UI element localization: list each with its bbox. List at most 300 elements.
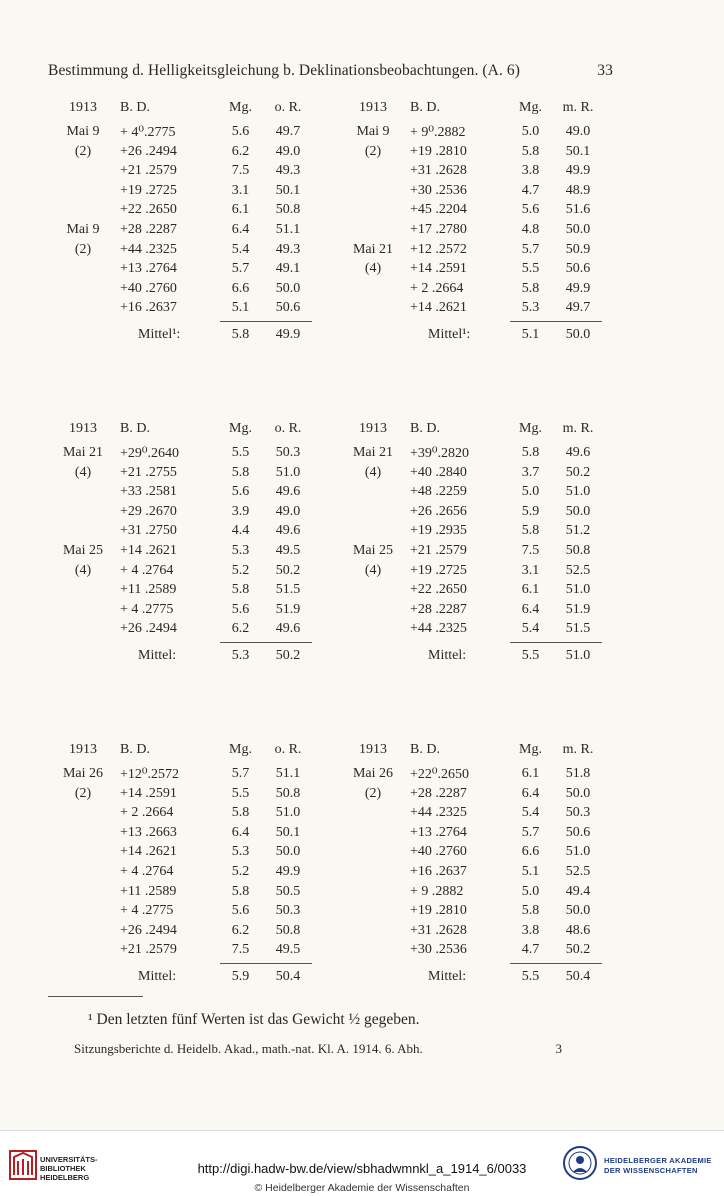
document-url-link[interactable]: http://digi.hadw-bw.de/view/sbhadwmnkl_a_1914_6/0033: [197, 1161, 527, 1176]
cell-reading: 49.9: [275, 864, 301, 879]
cell-magnitude: 5.0: [521, 883, 540, 899]
cell-magnitude: 4.4: [231, 523, 250, 539]
cell-magnitude: 5.5: [521, 261, 540, 277]
cell-reading: 50.1: [565, 143, 591, 159]
header-magnitude: Mg.: [229, 100, 252, 115]
cell-date: (4): [364, 261, 382, 277]
cell-reading: 49.3: [275, 163, 301, 179]
sum-rule: [220, 321, 312, 322]
cell-bd-value: +19 .2935: [410, 523, 467, 539]
mittel-label: Mittel:: [428, 648, 467, 663]
table-row: [338, 222, 613, 242]
header-magnitude: Mg.: [519, 100, 542, 115]
table-row: [338, 805, 613, 825]
cell-reading: 50.2: [565, 464, 591, 480]
table-row: [48, 903, 323, 923]
cell-magnitude: 6.1: [231, 202, 250, 218]
header-bd-value: B. D.: [120, 100, 150, 115]
cell-bd-value: +44 .2325: [120, 241, 177, 257]
cell-reading: 50.0: [565, 903, 591, 919]
table-row: [48, 786, 323, 806]
cell-bd-value: +26 .2494: [120, 621, 177, 637]
cell-reading: 50.8: [565, 543, 591, 558]
cell-reading: 51.0: [565, 484, 591, 500]
cell-magnitude: 5.1: [231, 300, 250, 316]
table-header: [48, 100, 323, 120]
mittel-row: [48, 327, 323, 347]
cell-date: Mai 9: [66, 222, 100, 237]
cell-magnitude: 5.9: [521, 503, 540, 519]
cell-magnitude: 5.8: [521, 445, 540, 460]
cell-reading: 50.6: [565, 824, 591, 840]
cell-reading: 50.3: [565, 805, 591, 821]
cell-magnitude: 5.4: [521, 621, 540, 637]
sum-rule: [220, 642, 312, 643]
cell-reading: 49.9: [565, 163, 591, 179]
table-row: [338, 825, 613, 845]
cell-bd-value: +30 .2536: [410, 182, 467, 198]
table-row: [48, 281, 323, 301]
cell-date: (4): [364, 562, 382, 578]
cell-reading: 50.5: [275, 883, 301, 899]
cell-bd-value: +48 .2259: [410, 484, 467, 500]
header-reading: o. R.: [274, 100, 302, 115]
header-date: 1913: [69, 421, 97, 436]
cell-bd-value: +28 .2287: [410, 785, 467, 801]
mittel-reading: 50.2: [275, 648, 301, 663]
cell-bd-value: +40 .2760: [410, 844, 467, 860]
mittel-row: [338, 648, 613, 668]
cell-reading: 51.8: [565, 766, 591, 781]
footnote: ¹ Den letzten fünf Werten ist das Gewicht ½ gegeben.: [88, 1011, 420, 1028]
cell-reading: 51.0: [275, 805, 301, 821]
mittel-magnitude: 5.8: [231, 327, 250, 342]
table-header: [338, 421, 613, 441]
cell-magnitude: 5.8: [521, 523, 540, 539]
table-row: [338, 202, 613, 222]
cell-magnitude: 5.7: [521, 824, 540, 840]
cell-magnitude: 6.6: [521, 844, 540, 860]
cell-magnitude: 5.6: [231, 903, 250, 919]
cell-bd-value: +22 .2650: [120, 202, 177, 218]
cell-bd-value: +14 .2621: [120, 543, 177, 558]
cell-bd-value: +29 .2670: [120, 503, 177, 519]
table-row: [338, 300, 613, 320]
table-row: [338, 523, 613, 543]
table-row: [338, 163, 613, 183]
header-title: Bestimmung d. Helligkeitsgleichung b. Deklinationsbeobachtungen. (A. 6): [48, 62, 521, 79]
cell-bd-value: +14 .2591: [410, 261, 467, 277]
cell-reading: 50.9: [565, 241, 591, 257]
cell-reading: 50.6: [565, 261, 591, 277]
cell-bd-value: + 4 .2764: [120, 864, 174, 879]
cell-date: (4): [364, 464, 382, 480]
table-row: [48, 582, 323, 602]
cell-magnitude: 5.6: [231, 484, 250, 500]
table-row: [338, 563, 613, 583]
cell-date: (2): [74, 241, 92, 257]
cell-reading: 51.0: [275, 464, 301, 480]
cell-magnitude: 5.8: [521, 903, 540, 919]
cell-reading: 50.0: [275, 844, 301, 860]
cell-reading: 49.3: [275, 241, 301, 257]
table-block: [48, 421, 613, 681]
cell-bd-value: + 2 .2664: [120, 805, 174, 821]
cell-date: Mai 25: [352, 543, 394, 558]
cell-date: (2): [74, 143, 92, 159]
cell-date: Mai 25: [62, 543, 104, 558]
table-row: [338, 844, 613, 864]
cell-magnitude: 7.5: [231, 163, 250, 179]
cell-date: Mai 21: [352, 445, 394, 460]
cell-magnitude: 4.7: [521, 182, 540, 198]
mittel-magnitude: 5.1: [521, 327, 540, 342]
cell-magnitude: 5.7: [231, 766, 250, 781]
cell-bd-value: +11 .2589: [120, 883, 177, 899]
cell-reading: 48.6: [565, 922, 591, 938]
cell-magnitude: 5.2: [231, 864, 250, 879]
table-header: [338, 742, 613, 762]
table-row: [48, 543, 323, 563]
table-row: [48, 183, 323, 203]
cell-date: (4): [74, 464, 92, 480]
cell-magnitude: 5.8: [521, 280, 540, 296]
table-row: [48, 163, 323, 183]
cell-reading: 49.4: [565, 883, 591, 899]
header-magnitude: Mg.: [519, 421, 542, 436]
table-row: [338, 242, 613, 262]
cell-magnitude: 3.8: [521, 922, 540, 938]
header-reading: m. R.: [562, 421, 594, 436]
table-row: [48, 884, 323, 904]
cell-reading: 52.5: [565, 864, 591, 879]
cell-magnitude: 5.6: [231, 601, 250, 617]
cell-magnitude: 5.8: [231, 805, 250, 821]
cell-bd-value: + 4 .2775: [120, 903, 174, 919]
cell-magnitude: 3.7: [521, 464, 540, 480]
table-row: [338, 465, 613, 485]
cell-magnitude: 5.4: [521, 805, 540, 821]
cell-reading: 51.1: [275, 766, 301, 781]
cell-bd-value: +13 .2764: [410, 824, 467, 840]
cell-reading: 49.6: [275, 523, 301, 539]
cell-date: (2): [364, 785, 382, 801]
cell-date: Mai 9: [356, 124, 390, 139]
cell-magnitude: 3.8: [521, 163, 540, 179]
cell-reading: 50.2: [565, 942, 591, 958]
cell-magnitude: 5.8: [231, 464, 250, 480]
cell-magnitude: 5.3: [231, 844, 250, 860]
sum-rule: [510, 321, 602, 322]
header-date: 1913: [69, 742, 97, 757]
header-date: 1913: [69, 100, 97, 115]
table-row: [338, 543, 613, 563]
cell-magnitude: 7.5: [521, 543, 540, 558]
cell-bd-value: +22⁰.2650: [410, 767, 470, 782]
table-row: [338, 504, 613, 524]
mittel-magnitude: 5.9: [231, 969, 250, 984]
table-row: [338, 183, 613, 203]
cell-magnitude: 3.1: [521, 562, 540, 578]
table-row: [48, 300, 323, 320]
table-row: [48, 563, 323, 583]
cell-reading: 50.0: [565, 503, 591, 519]
sum-rule: [220, 963, 312, 964]
cell-bd-value: +12⁰.2572: [120, 767, 180, 782]
cell-reading: 51.2: [565, 523, 591, 539]
cell-bd-value: +11 .2589: [120, 582, 177, 598]
cell-reading: 50.8: [275, 922, 301, 938]
table-row: [48, 202, 323, 222]
cell-bd-value: +21 .2755: [120, 464, 177, 480]
table-row: [338, 621, 613, 641]
table-row: [338, 864, 613, 884]
table-block: [48, 742, 613, 1002]
cell-reading: 50.1: [275, 824, 301, 840]
mittel-reading: 50.0: [565, 327, 591, 342]
page-number: 33: [597, 62, 613, 79]
cell-bd-value: +45 .2204: [410, 202, 467, 218]
cell-reading: 49.0: [275, 143, 301, 159]
cell-magnitude: 5.5: [231, 785, 250, 801]
table-row: [338, 766, 613, 786]
cell-reading: 51.9: [565, 601, 591, 617]
signature-text: Sitzungsberichte d. Heidelb. Akad., math.-nat. Kl. A. 1914. 6. Abh.: [74, 1041, 423, 1056]
cell-magnitude: 6.2: [231, 922, 250, 938]
mittel-reading: 50.4: [565, 969, 591, 984]
academy-seal-icon: [562, 1145, 598, 1181]
header-bd-value: B. D.: [120, 421, 150, 436]
cell-reading: 51.5: [275, 582, 301, 598]
mittel-magnitude: 5.5: [521, 969, 540, 984]
table-row: [338, 786, 613, 806]
cell-magnitude: 3.1: [231, 182, 250, 198]
cell-reading: 49.9: [565, 280, 591, 296]
cell-bd-value: +31 .2628: [410, 163, 467, 179]
cell-date: (4): [74, 562, 92, 578]
cell-magnitude: 4.7: [521, 942, 540, 958]
table-row: [48, 242, 323, 262]
cell-reading: 50.3: [275, 903, 301, 919]
cell-bd-value: +12 .2572: [410, 241, 467, 257]
cell-reading: 51.6: [565, 202, 591, 218]
table-row: [48, 602, 323, 622]
header-magnitude: Mg.: [229, 742, 252, 757]
table-row: [48, 484, 323, 504]
cell-reading: 50.1: [275, 182, 301, 198]
cell-magnitude: 6.4: [521, 785, 540, 801]
cell-date: Mai 21: [352, 241, 394, 257]
table-row: [48, 923, 323, 943]
cell-bd-value: +13 .2663: [120, 824, 177, 840]
cell-bd-value: + 9⁰.2882: [410, 125, 466, 140]
header-bd-value: B. D.: [410, 742, 440, 757]
table-row: [48, 621, 323, 641]
cell-magnitude: 6.4: [231, 222, 250, 237]
cell-date: (2): [74, 785, 92, 801]
table-row: [48, 465, 323, 485]
table-row: [338, 602, 613, 622]
cell-bd-value: +26 .2494: [120, 922, 177, 938]
cell-bd-value: +22 .2650: [410, 582, 467, 598]
cell-bd-value: +14 .2621: [410, 300, 467, 316]
cell-date: Mai 21: [62, 445, 104, 460]
cell-date: (2): [364, 143, 382, 159]
cell-reading: 50.6: [275, 300, 301, 316]
library-name: UNIVERSITÄTS- BIBLIOTHEK HEIDELBERG: [40, 1155, 98, 1182]
cell-reading: 49.6: [275, 484, 301, 500]
sum-rule: [510, 963, 602, 964]
cell-magnitude: 7.5: [231, 942, 250, 958]
cell-bd-value: +44 .2325: [410, 805, 467, 821]
cell-bd-value: +16 .2637: [410, 864, 467, 879]
cell-date: Mai 26: [352, 766, 394, 781]
footnote-divider: [48, 996, 143, 997]
cell-magnitude: 5.2: [231, 562, 250, 578]
viewer-footer: [0, 1130, 724, 1196]
cell-reading: 50.2: [275, 562, 301, 578]
cell-reading: 49.7: [565, 300, 591, 316]
mittel-reading: 49.9: [275, 327, 301, 342]
cell-bd-value: + 2 .2664: [410, 280, 464, 296]
cell-reading: 50.8: [275, 785, 301, 801]
table-row: [338, 124, 613, 144]
mittel-label: Mittel¹:: [138, 327, 181, 342]
mittel-row: [48, 969, 323, 989]
table-block: [48, 100, 613, 360]
cell-magnitude: 5.8: [231, 883, 250, 899]
header-bd-value: B. D.: [410, 421, 440, 436]
mittel-label: Mittel¹:: [428, 327, 471, 342]
cell-magnitude: 5.8: [521, 143, 540, 159]
cell-bd-value: + 4 .2764: [120, 562, 174, 578]
cell-reading: 51.0: [565, 844, 591, 860]
cell-reading: 50.8: [275, 202, 301, 218]
cell-magnitude: 5.1: [521, 864, 540, 879]
table-row: [338, 903, 613, 923]
cell-bd-value: +40 .2760: [120, 280, 177, 296]
table-row: [48, 766, 323, 786]
cell-bd-value: +44 .2325: [410, 621, 467, 637]
cell-bd-value: +39⁰.2820: [410, 446, 470, 461]
cell-magnitude: 6.1: [521, 766, 540, 781]
mittel-row: [338, 969, 613, 989]
cell-reading: 49.0: [275, 503, 301, 519]
header-reading: o. R.: [274, 421, 302, 436]
header-magnitude: Mg.: [229, 421, 252, 436]
cell-bd-value: +14 .2621: [120, 844, 177, 860]
header-reading: o. R.: [274, 742, 302, 757]
sum-rule: [510, 642, 602, 643]
cell-reading: 49.1: [275, 261, 301, 277]
cell-magnitude: 4.8: [521, 222, 540, 237]
cell-reading: 51.0: [565, 582, 591, 598]
header-reading: m. R.: [562, 100, 594, 115]
cell-magnitude: 6.1: [521, 582, 540, 598]
table-header: [48, 742, 323, 762]
academy-name: HEIDELBERGER AKADEMIE DER WISSENSCHAFTEN: [604, 1156, 712, 1175]
cell-bd-value: +21 .2579: [120, 942, 177, 958]
cell-bd-value: +33 .2581: [120, 484, 177, 500]
cell-magnitude: 6.2: [231, 621, 250, 637]
cell-magnitude: 5.0: [521, 124, 540, 139]
cell-reading: 49.6: [275, 621, 301, 637]
cell-magnitude: 5.5: [231, 445, 250, 460]
cell-reading: 49.0: [565, 124, 591, 139]
table-row: [48, 805, 323, 825]
running-header: [48, 62, 613, 80]
header-date: 1913: [359, 421, 387, 436]
table-row: [48, 504, 323, 524]
table-header: [338, 100, 613, 120]
cell-bd-value: +28 .2287: [410, 601, 467, 617]
cell-magnitude: 5.6: [231, 124, 250, 139]
header-date: 1913: [359, 742, 387, 757]
table-row: [338, 582, 613, 602]
cell-bd-value: +19 .2725: [410, 562, 467, 578]
cell-bd-value: +21 .2579: [410, 543, 467, 558]
cell-reading: 51.5: [565, 621, 591, 637]
cell-reading: 50.0: [565, 222, 591, 237]
cell-bd-value: +13 .2764: [120, 261, 177, 277]
mittel-label: Mittel:: [138, 969, 177, 984]
cell-bd-value: +40 .2840: [410, 464, 467, 480]
cell-magnitude: 5.3: [521, 300, 540, 316]
table-row: [48, 825, 323, 845]
header-date: 1913: [359, 100, 387, 115]
table-header: [48, 421, 323, 441]
signature-number: 3: [555, 1041, 562, 1056]
mittel-magnitude: 5.5: [521, 648, 540, 663]
cell-date: Mai 9: [66, 124, 100, 139]
cell-bd-value: +17 .2780: [410, 222, 467, 237]
header-magnitude: Mg.: [519, 742, 542, 757]
table-row: [48, 261, 323, 281]
cell-magnitude: 5.3: [231, 543, 250, 558]
table-row: [48, 523, 323, 543]
header-bd-value: B. D.: [410, 100, 440, 115]
cell-bd-value: +21 .2579: [120, 163, 177, 179]
table-row: [48, 942, 323, 962]
cell-bd-value: +14 .2591: [120, 785, 177, 801]
cell-magnitude: 5.8: [231, 582, 250, 598]
mittel-label: Mittel:: [138, 648, 177, 663]
mittel-reading: 50.4: [275, 969, 301, 984]
copyright-notice: © Heidelberger Akademie der Wissenschaften: [254, 1182, 470, 1194]
cell-bd-value: +31 .2750: [120, 523, 177, 539]
table-row: [48, 864, 323, 884]
cell-magnitude: 5.4: [231, 241, 250, 257]
cell-reading: 50.0: [275, 280, 301, 296]
cell-reading: 50.0: [565, 785, 591, 801]
table-row: [48, 222, 323, 242]
cell-magnitude: 6.6: [231, 280, 250, 296]
cell-bd-value: +31 .2628: [410, 922, 467, 938]
cell-bd-value: +29⁰.2640: [120, 446, 180, 461]
cell-date: Mai 26: [62, 766, 104, 781]
table-row: [338, 144, 613, 164]
table-row: [48, 124, 323, 144]
cell-bd-value: +16 .2637: [120, 300, 177, 316]
cell-reading: 49.5: [275, 543, 301, 558]
cell-bd-value: + 9 .2882: [410, 883, 464, 899]
cell-bd-value: +28 .2287: [120, 222, 177, 237]
mittel-row: [338, 327, 613, 347]
cell-magnitude: 6.2: [231, 143, 250, 159]
table-row: [338, 281, 613, 301]
cell-reading: 49.7: [275, 124, 301, 139]
table-row: [338, 884, 613, 904]
